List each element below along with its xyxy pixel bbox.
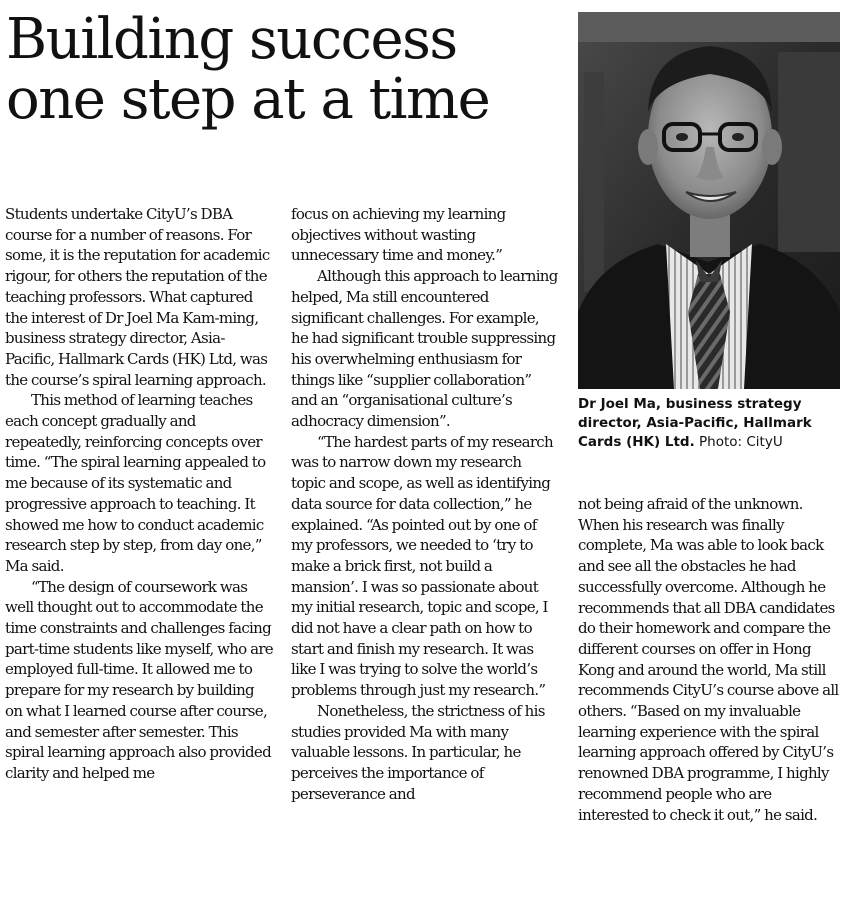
article-paragraph: “The hardest parts of my research was to narrow down my research topic and scope, as well as identifying data source for data collection,” he explained. “As pointed out by one of my professors, we needed to ‘try to make a brick first, not build a mansion’. I was so passionate about my initial research, topic and scope, I did not have a clear path on how to start and finish my research. It was like I was trying to solve the world’s problems through just my research.” [291,432,553,700]
photo-caption [578,395,840,452]
article-paragraph: Although this approach to learning helped, Ma still encountered significant challenges. For example, he had significant trouble suppressing his overwhelming enthusiasm for things like “supplier collaboration” and an “organisational culture’s adhocracy dimension”. [291,267,558,431]
article-column-1 [5,204,273,900]
headline-line-1: Building success [6,7,457,72]
article-paragraph: “The design of coursework was well thought out to accommodate the time constraints and challenges facing part-time students like myself, who are employed full-time. It allowed me to prepare for my research by building on what I learned course after course, and semester after semester. This spiral learning approach also provided clarity and helped me [5,577,273,782]
portrait-photo [578,12,840,389]
headline [6,7,566,132]
article-paragraph: not being afraid of the unknown. When his research was finally complete, Ma was able to look back and see all the obstacles he had successfully overcome. Although he recommends that all DBA candidates do their homework and compare the different courses on offer in Hong Kong and around the world, Ma still recommends CityU’s course above all others. “Based on my invaluable learning experience with the spiral learning approach offered by CityU’s renowned DBA programme, I highly recommend people who are interested to check it out,” he said. [578,495,839,824]
article-paragraph: focus on achieving my learning objectives without wasting unnecessary time and money.” [291,205,506,265]
portrait-illustration [578,12,840,389]
article-paragraph: Students undertake CityU’s DBA course for a number of reasons. For some, it is the reputation for academic rigour, for others the reputation of the teaching professors. What captured the interest of Dr Joel Ma Kam-ming, business strategy director, Asia-Pacific, Hallmark Cards (HK) Ltd, was the course’s spiral learning approach. [5,205,270,389]
caption-text: Dr Joel Ma, business strategy director, Asia-Pacific, Hallmark Cards (HK) Ltd. [578,396,812,450]
article-paragraph: Nonetheless, the strictness of his studies provided Ma with many valuable lessons. In particular, he perceives the importance of perseverance and [291,701,545,803]
article-column-2 [291,204,559,900]
photo-credit: Photo: CityU [699,434,783,450]
article-column-3 [578,494,842,900]
headline-line-2: one step at a time [6,67,490,132]
article-paragraph: This method of learning teaches each concept gradually and repeatedly, reinforcing concepts over time. “The spiral learning appealed to me because of its systematic and progressive approach to teaching. It showed me how to conduct academic research step by step, from day one,” Ma said. [5,391,266,575]
